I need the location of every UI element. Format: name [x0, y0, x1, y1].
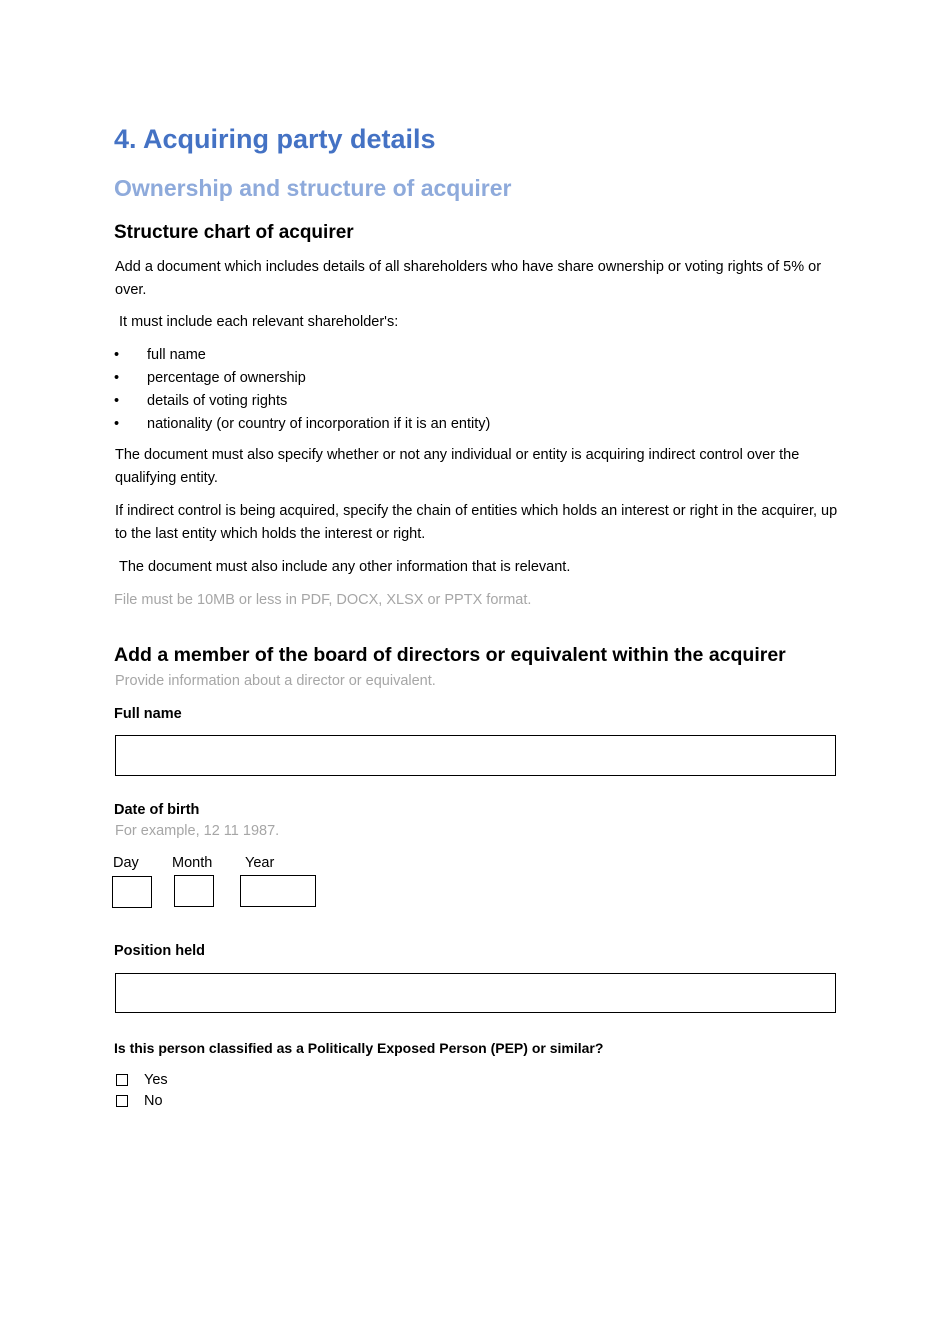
- dob-month-input[interactable]: [174, 875, 214, 907]
- list-item: • details of voting rights: [114, 390, 490, 413]
- shareholder-details-list: [114, 344, 490, 436]
- bullet-icon: •: [114, 347, 120, 363]
- pep-option-no[interactable]: [116, 1091, 163, 1111]
- director-heading: Add a member of the board of directors or equivalent within the acquirer: [114, 644, 786, 666]
- list-item: • full name: [114, 344, 490, 367]
- pep-option-yes-label: Yes: [144, 1072, 168, 1088]
- list-item: • percentage of ownership: [114, 367, 490, 390]
- list-item: • nationality (or country of incorporation if it is an entity): [114, 413, 490, 436]
- bullet-icon: •: [114, 370, 120, 386]
- structure-chart-intro: Add a document which includes details of all shareholders who have share ownership or voting rights of 5% or over.: [115, 259, 822, 298]
- day-label: Day: [113, 855, 139, 871]
- full-name-label: Full name: [114, 706, 182, 722]
- must-include-text: It must include each relevant shareholder's:: [119, 314, 399, 330]
- month-label: Month: [172, 855, 213, 871]
- pep-option-yes[interactable]: [116, 1070, 168, 1090]
- dob-label: Date of birth: [114, 802, 200, 818]
- file-hint: File must be 10MB or less in PDF, DOCX, XLSX or PPTX format.: [114, 592, 532, 608]
- director-hint: Provide information about a director or equivalent.: [115, 673, 436, 689]
- chain-of-entities-text: If indirect control is being acquired, specify the chain of entities which holds an interest or right in the acquirer, up to the last entity which holds the interest or right.: [115, 503, 838, 542]
- other-info-text: The document must also include any other information that is relevant.: [119, 559, 571, 575]
- checkbox-yes[interactable]: [116, 1074, 128, 1086]
- section-subtitle: Ownership and structure of acquirer: [114, 175, 512, 201]
- indirect-control-text: The document must also specify whether or not any individual or entity is acquiring indirect control over the qualifying entity.: [115, 447, 800, 486]
- dob-day-input[interactable]: [112, 876, 152, 908]
- full-name-input[interactable]: [115, 735, 836, 776]
- structure-chart-heading: Structure chart of acquirer: [114, 222, 354, 243]
- bullet-icon: •: [114, 393, 120, 409]
- position-held-input[interactable]: [115, 973, 836, 1013]
- pep-question: Is this person classified as a Politically Exposed Person (PEP) or similar?: [114, 1040, 604, 1056]
- position-held-label: Position held: [114, 943, 206, 959]
- checkbox-no[interactable]: [116, 1095, 128, 1107]
- bullet-icon: •: [114, 416, 120, 432]
- pep-option-no-label: No: [144, 1093, 163, 1109]
- section-title: 4. Acquiring party details: [114, 124, 436, 154]
- dob-year-input[interactable]: [240, 875, 316, 907]
- dob-hint: For example, 12 11 1987.: [115, 823, 280, 839]
- year-label: Year: [245, 855, 275, 871]
